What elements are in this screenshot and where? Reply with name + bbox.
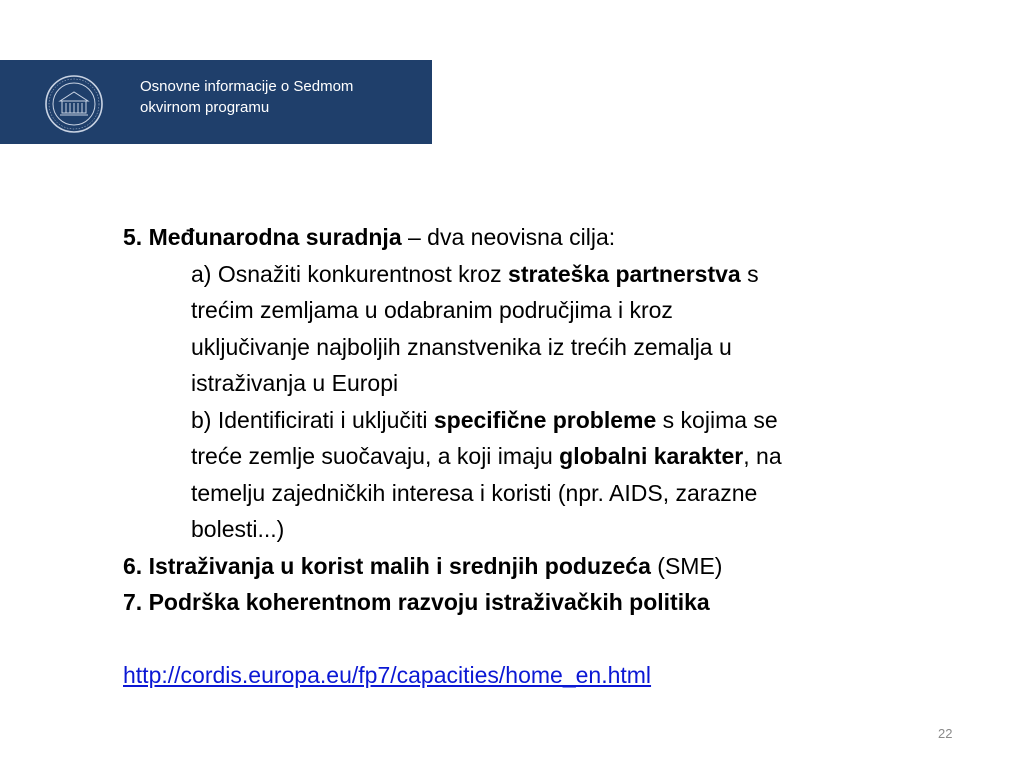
item5-a-line1-post: s: [740, 260, 759, 287]
item7-line: [123, 584, 993, 621]
item5-b-line2-pre: treće zemlje suočavaju, a koji imaju: [191, 443, 560, 469]
cordis-link[interactable]: http://cordis.europa.eu/fp7/capacities/home_en.html: [123, 662, 652, 688]
item5-b-line1-pre: b) Identificirati i uključiti: [191, 406, 434, 433]
item7-bold: 7. Podrška koherentnom razvoju istraživačkih politika: [123, 589, 710, 615]
item5-a-line1-pre: a) Osnažiti konkurentnost kroz: [191, 260, 509, 287]
header-title-line1: Osnovne informacije o Sedmom: [140, 78, 354, 95]
university-seal-icon: [44, 74, 104, 134]
header-band: [0, 60, 432, 144]
header-title-line2: okvirnom programu: [140, 99, 270, 116]
item5-b-line2-bold: globalni karakter: [559, 443, 744, 469]
item6-line: [123, 548, 993, 585]
item5-heading-rest: – dva neovisna cilja:: [401, 224, 616, 250]
item5-a-line2: trećim zemljama u odabranim područjima i kroz: [191, 297, 673, 323]
item5-a-line1: [123, 256, 993, 293]
item5-a-line1-bold: strateška partnerstva: [508, 260, 741, 287]
item5-a-line4: istraživanja u Europi: [191, 370, 399, 396]
item5-b-line2: [123, 438, 993, 475]
item5-b-line4: bolesti...): [191, 516, 285, 542]
page-number: 22: [938, 726, 953, 741]
spacer: [123, 621, 993, 658]
item5-a-line3: uključivanje najboljih znanstvenika iz trećih zemalja u: [191, 333, 732, 360]
item5-b-line1: [123, 402, 993, 439]
item5-b-line1-bold: specifične probleme: [433, 406, 657, 433]
item5-b-line3: temelju zajedničkih interesa i koristi (npr. AIDS, zarazne: [191, 479, 758, 506]
slide-content: [123, 219, 993, 694]
header-title: [140, 76, 420, 118]
item5-heading-line: [123, 219, 993, 256]
item5-b-line1-post: s kojima se: [656, 406, 778, 433]
item5-heading: 5. Međunarodna suradnja: [123, 224, 402, 250]
item6-rest: (SME): [650, 552, 723, 579]
item5-b-line2-post: , na: [743, 443, 782, 469]
item6-bold: 6. Istraživanja u korist malih i srednjih poduzeća: [123, 552, 651, 579]
